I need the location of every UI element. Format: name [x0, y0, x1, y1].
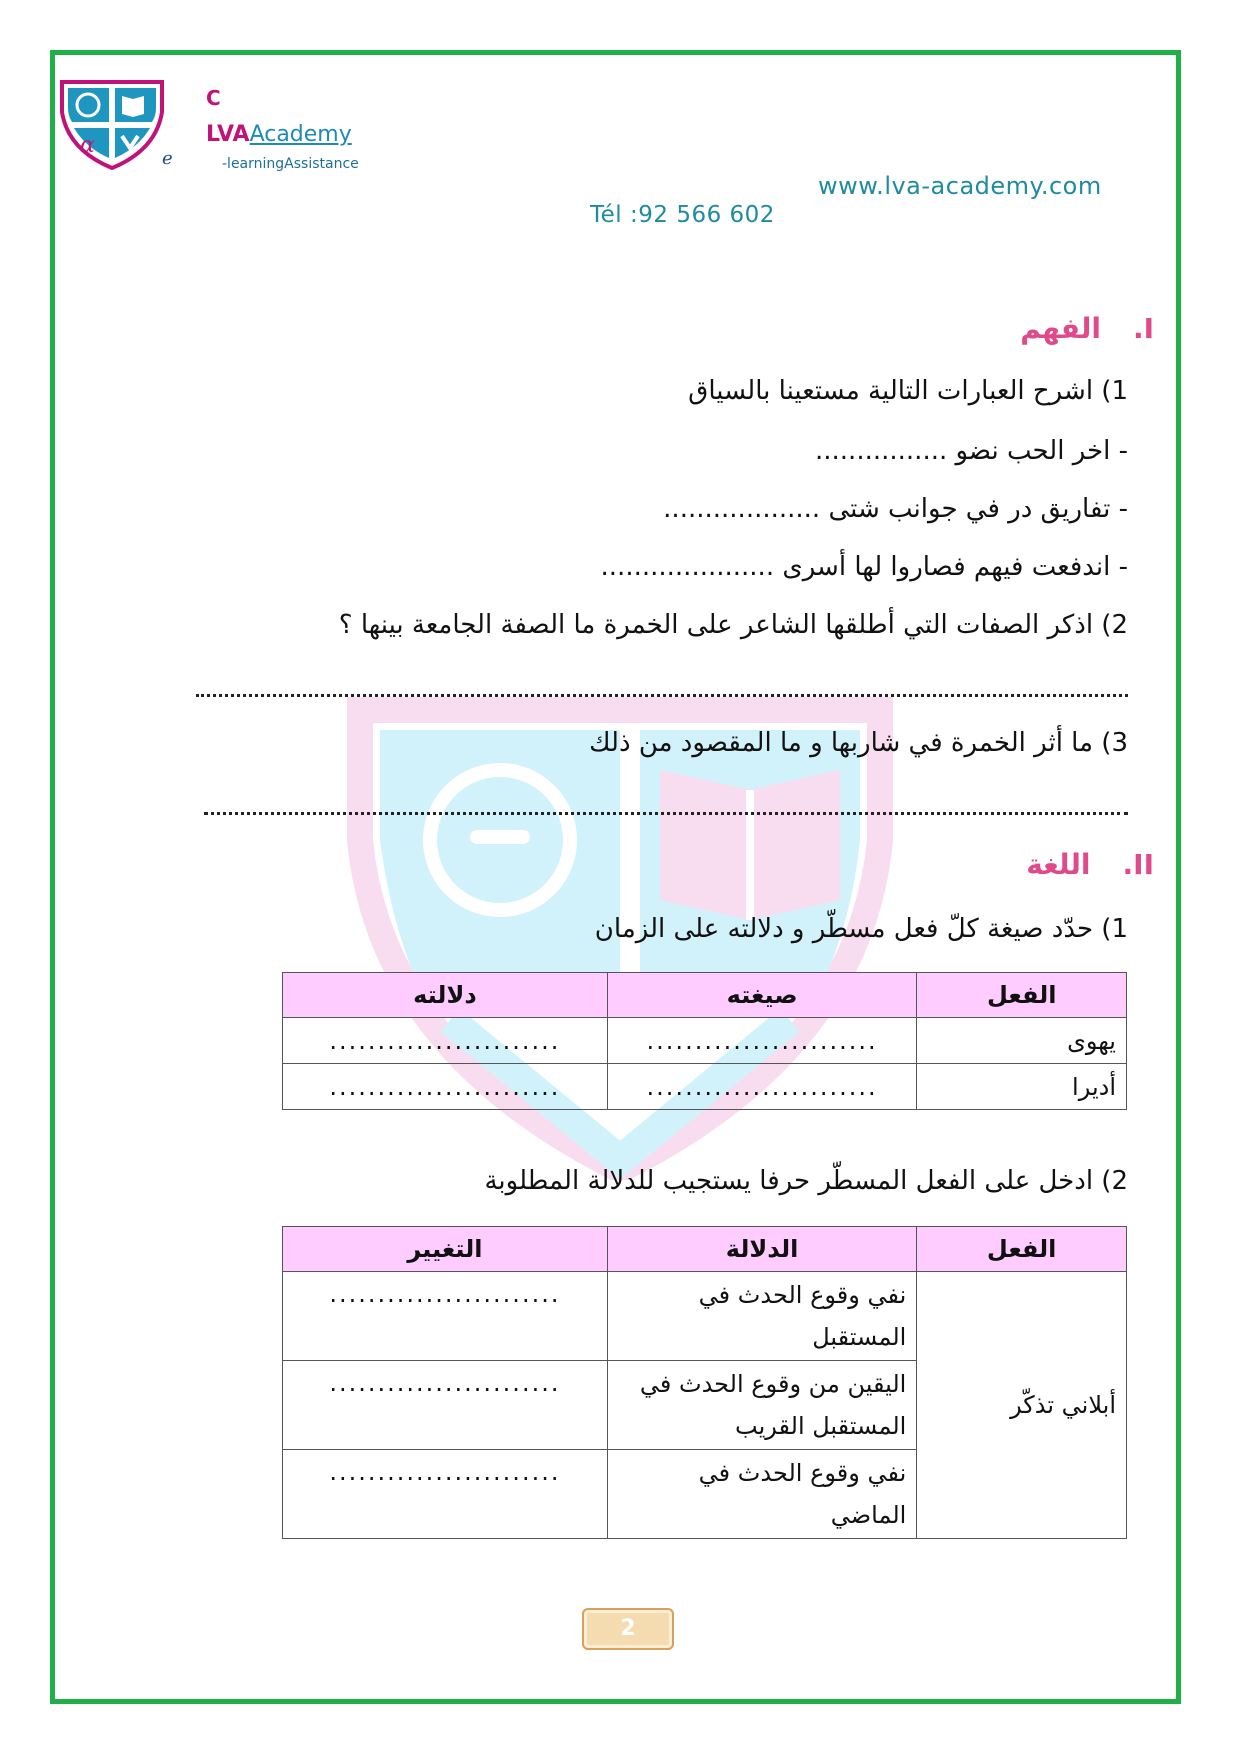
logo-letter: e [162, 148, 173, 169]
answer-cell[interactable]: ........................ [607, 1018, 917, 1064]
brand-name [206, 122, 352, 147]
verb-cell: يهوى [917, 1018, 1127, 1064]
academy-logo-icon [58, 78, 166, 170]
section-number: II. [1122, 848, 1154, 881]
item-1: - اخر الحب نضو ................ [815, 436, 1128, 466]
column-header: دلالته [283, 973, 608, 1018]
item-2: - تفاريق در في جوانب شتى ................... [663, 494, 1128, 524]
verb-cell: أبلاني تذكّر [917, 1272, 1127, 1539]
table-row [283, 1064, 1127, 1110]
page-number-badge: 2 [582, 1608, 674, 1650]
meaning-cell: نفي وقوع الحدث في المستقبل [607, 1272, 916, 1361]
svg-text:α: α [80, 133, 95, 158]
answer-cell[interactable]: ........................ [283, 1064, 608, 1110]
table-row [283, 1272, 1127, 1361]
table-row [283, 1018, 1127, 1064]
question-2: 2) اذكر الصفات التي أطلقها الشاعر على الخمرة ما الصفة الجامعة بينها ؟ [338, 610, 1128, 640]
question-1: 1) حدّد صيغة كلّ فعل مسطّر و دلالته على الزمان [594, 914, 1128, 944]
answer-cell[interactable]: ........................ [283, 1361, 608, 1450]
phone-number: Tél :92 566 602 [590, 202, 775, 228]
meaning-cell: اليقين من وقوع الحدث في المستقبل القريب [607, 1361, 916, 1450]
brand-lva: LVA [206, 122, 250, 147]
question-3: 3) ما أثر الخمرة في شاربها و ما المقصود من ذلك [589, 728, 1128, 758]
website-link[interactable]: www.lva-academy.com [818, 172, 1102, 200]
answer-cell[interactable]: ........................ [283, 1272, 608, 1361]
column-header: الدلالة [607, 1227, 916, 1272]
column-header: الفعل [917, 1227, 1127, 1272]
question-2: 2) ادخل على الفعل المسطّر حرفا يستجيب للدلالة المطلوبة [484, 1166, 1128, 1196]
verb-cell: أديرا [917, 1064, 1127, 1110]
section-number: I. [1132, 312, 1154, 345]
answer-cell[interactable]: ........................ [283, 1018, 608, 1064]
table-header-row [283, 973, 1127, 1018]
item-3: - اندفعت فيهم فصاروا لها أسرى ..................... [600, 552, 1128, 582]
brand-academy: Academy [249, 122, 352, 147]
section-title: اللغة [1026, 848, 1091, 881]
transformation-table [282, 1226, 1127, 1539]
answer-cell[interactable]: ........................ [607, 1064, 917, 1110]
question-1: 1) اشرح العبارات التالية مستعينا بالسياق [688, 376, 1128, 406]
column-header: الفعل [917, 973, 1127, 1018]
section-title: الفهم [1020, 312, 1101, 345]
verbs-table [282, 972, 1127, 1110]
brand-tagline: -learningAssistance [222, 156, 359, 172]
answer-cell[interactable]: ........................ [283, 1450, 608, 1539]
column-header: صيغته [607, 973, 917, 1018]
answer-line [196, 694, 1128, 697]
table-header-row [283, 1227, 1127, 1272]
section-heading-comprehension [1020, 312, 1154, 345]
brand-mark: C [206, 86, 221, 110]
column-header: التغيير [283, 1227, 608, 1272]
answer-line [204, 812, 1128, 815]
meaning-cell: نفي وقوع الحدث في الماضي [607, 1450, 916, 1539]
section-heading-language [1026, 848, 1154, 881]
